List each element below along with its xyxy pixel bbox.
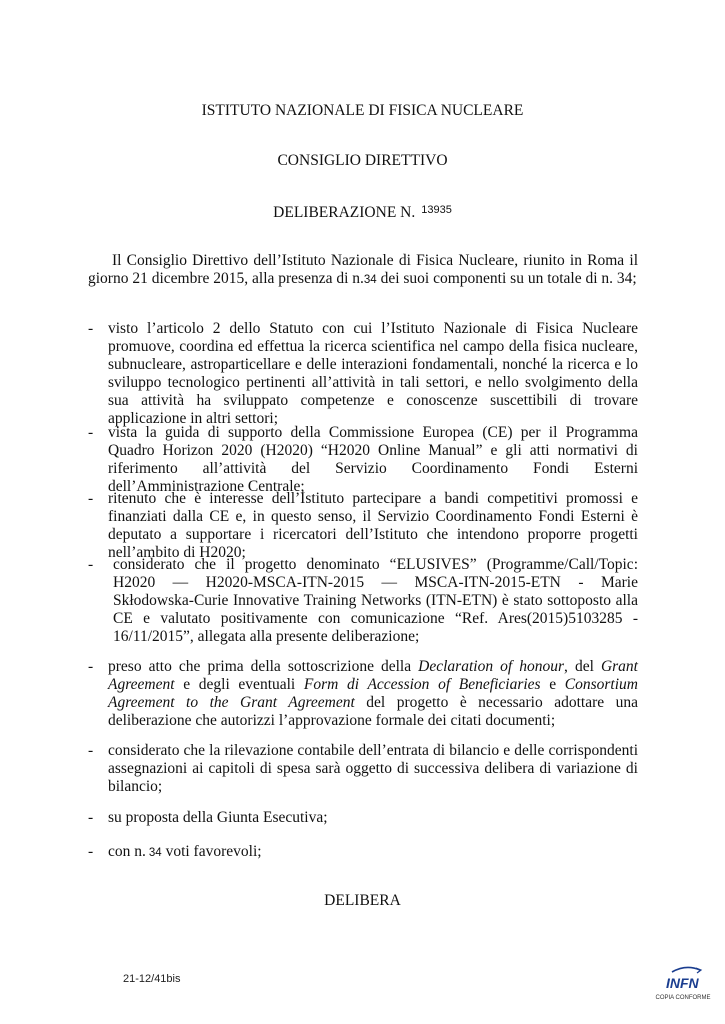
bullet-dash: - bbox=[88, 424, 94, 441]
item-text: ritenuto che è interesse dell’Istituto partecipare a bandi competitivi promossi e finanziati dalla CE e, in questo senso, il Servizio Coordinamento Fondi Esterni è deputato a supportare i ricercatori dell’Istituto che intendono proporre progetti nell’ambito di H2020; bbox=[108, 490, 638, 561]
item-text: considerato che il progetto denominato “ELUSIVES” (Programme/Call/Topic: H2020 — H2020-MSCA-ITN-2015 — MSCA-ITN-2015-ETN - Marie Skłodowska-Curie Innovative Training Networks (ITN-ETN) è stato sottoposto alla CE e valutato positivamente con comunicazione “Ref. Ares(2015)5103285 - 16/11/2015”, allegata alla presente deliberazione; bbox=[113, 556, 638, 645]
bullet-dash: - bbox=[88, 320, 94, 337]
intro-text-1: Il Consiglio Direttivo dell’Istituto Nazionale di Fisica Nucleare, riunito in Roma il giorno 21 dicembre 2015, alla presenza di n. bbox=[88, 252, 638, 287]
item-text: preso atto che prima della sottoscrizione della Declaration of honour, del Grant Agreement e degli eventuali Form di Accession of Beneficiaries e Consortium Agreement to the Grant Agreement del progetto è necessario adottare una deliberazione che autorizzi l’approvazione formale dei citati documenti; bbox=[108, 658, 638, 729]
copia-conforme-stamp: COPIA CONFORME bbox=[655, 995, 711, 1001]
present-count: 34 bbox=[363, 274, 377, 286]
item-text: visto l’articolo 2 dello Statuto con cui l’Istituto Nazionale di Fisica Nucleare promuove, coordina ed effettua la ricerca scientifica nel campo della fisica nucleare, subnucleare, astroparticellare e delle interazioni fondamentali, nonché la ricerca e lo sviluppo tecnologico pertinenti all’attività in tali settori, e nello svolgimento della sua attività ha sviluppato competenze e conoscenze suscettibili di trovare applicazione in altri settori; bbox=[108, 320, 638, 427]
bullet-dash: - bbox=[88, 556, 94, 573]
deliberation-label: DELIBERAZIONE N. bbox=[273, 204, 416, 221]
deliberation-number: 13935 bbox=[421, 204, 452, 216]
bullet-dash: - bbox=[88, 658, 94, 675]
intro-text-2: dei suoi componenti su un totale di n. 34; bbox=[376, 270, 637, 287]
footer-code: 21-12/41bis bbox=[123, 973, 181, 985]
bullet-dash: - bbox=[88, 809, 94, 826]
institute-heading: ISTITUTO NAZIONALE DI FISICA NUCLEARE bbox=[201, 102, 524, 119]
bullet-dash: - bbox=[88, 490, 94, 507]
deliberation-heading bbox=[0, 204, 725, 222]
intro-paragraph bbox=[88, 252, 638, 289]
bullet-dash: - bbox=[88, 843, 94, 860]
item-text: considerato che la rilevazione contabile dell’entrata di bilancio e delle corrispondenti assegnazioni ai capitoli di spesa sarà oggetto di successiva delibera di variazione di bilancio; bbox=[108, 742, 638, 795]
delibera-heading: DELIBERA bbox=[324, 892, 401, 909]
item-text: su proposta della Giunta Esecutiva; bbox=[108, 809, 328, 826]
council-heading: CONSIGLIO DIRETTIVO bbox=[277, 152, 448, 169]
item-text: con n. 34 voti favorevoli; bbox=[108, 843, 262, 860]
svg-text:INFN: INFN bbox=[666, 975, 699, 991]
item-text: vista la guida di supporto della Commissione Europea (CE) per il Programma Quadro Horizon 2020 (H2020) “H2020 Online Manual” e gli atti normativi di riferimento all’attività del Servizio Coordinamento Fondi Esterni dell’Amministrazione Centrale; bbox=[108, 424, 638, 495]
bullet-dash: - bbox=[88, 742, 94, 759]
